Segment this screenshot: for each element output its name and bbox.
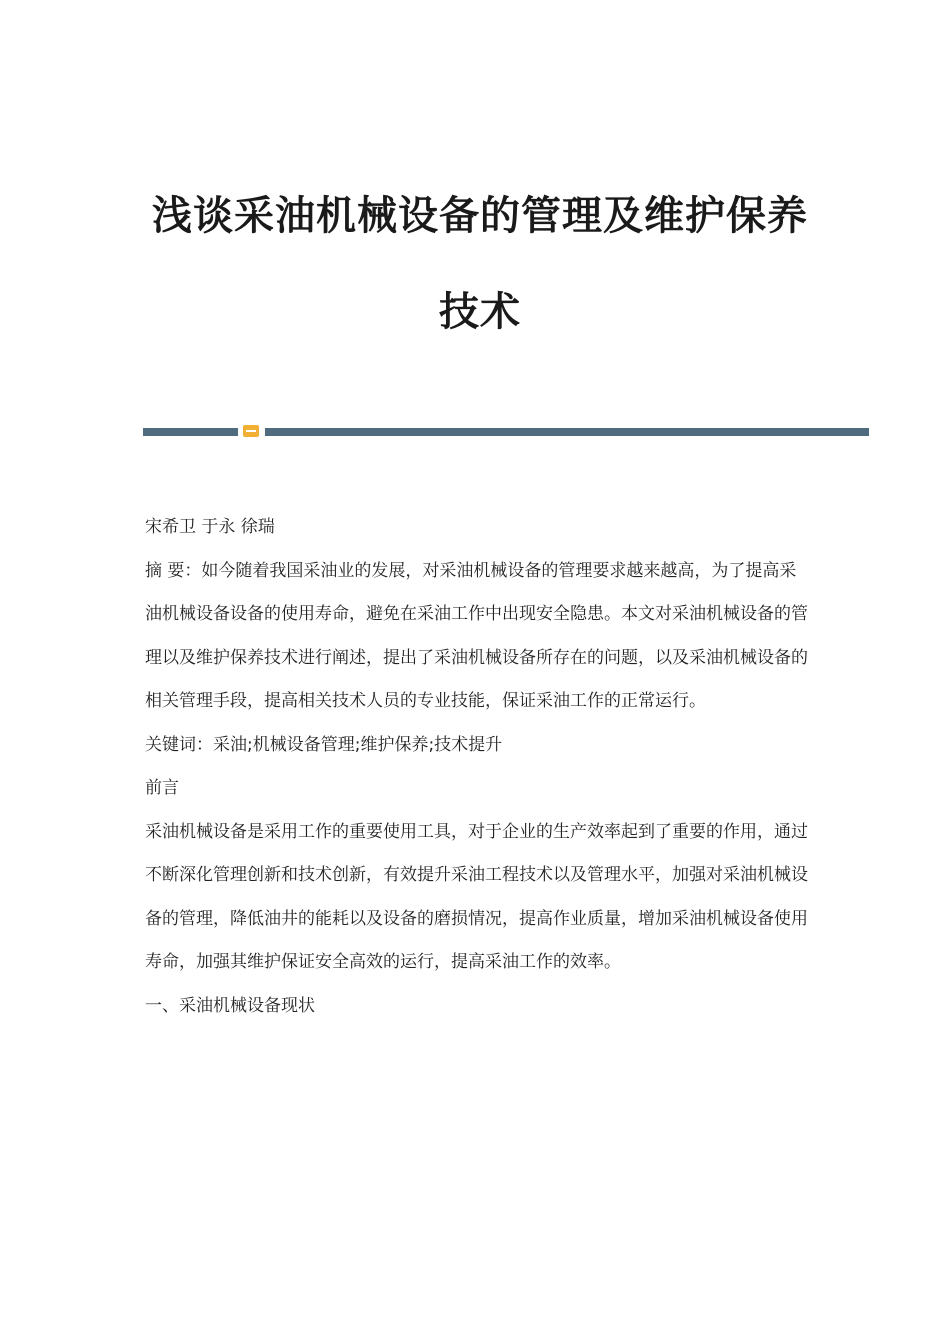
article-body (145, 506, 810, 1028)
preface-body: 采油机械设备是采用工作的重要使用工具，对于企业的生产效率起到了重要的作用，通过不断深化管理创新和技术创新，有效提升采油工程技术以及管理水平，加强对采油机械设备的管理，降低油井的能耗以及设备的磨损情况，提高作业质量，增加采油机械设备使用寿命，加强其维护保证安全高效的运行，提高采油工作的效率。 (145, 821, 808, 972)
divider-bar-left (143, 428, 238, 436)
page-title: 浅谈采油机械设备的管理及维护保养技术 (152, 192, 808, 335)
divider-bar-right (265, 428, 869, 436)
section-heading: 一、采油机械设备现状 (145, 995, 315, 1016)
preface-heading: 前言 (145, 778, 179, 798)
authors: 宋希卫 于永 徐瑞 (145, 517, 275, 537)
envelope-icon (243, 425, 259, 437)
title-divider (143, 424, 869, 438)
keywords: 关键词：采油;机械设备管理;维护保养;技术提升 (145, 734, 503, 755)
abstract: 摘 要：如今随着我国采油业的发展，对采油机械设备的管理要求越来越高，为了提高采油机械设备设备的使用寿命，避免在采油工作中出现安全隐患。本文对采油机械设备的管理以及维护保养技术进行阐述，提出了采油机械设备所存在的问题，以及采油机械设备的相关管理手段，提高相关技术人员的专业技能，保证采油工作的正常运行。 (145, 560, 808, 711)
